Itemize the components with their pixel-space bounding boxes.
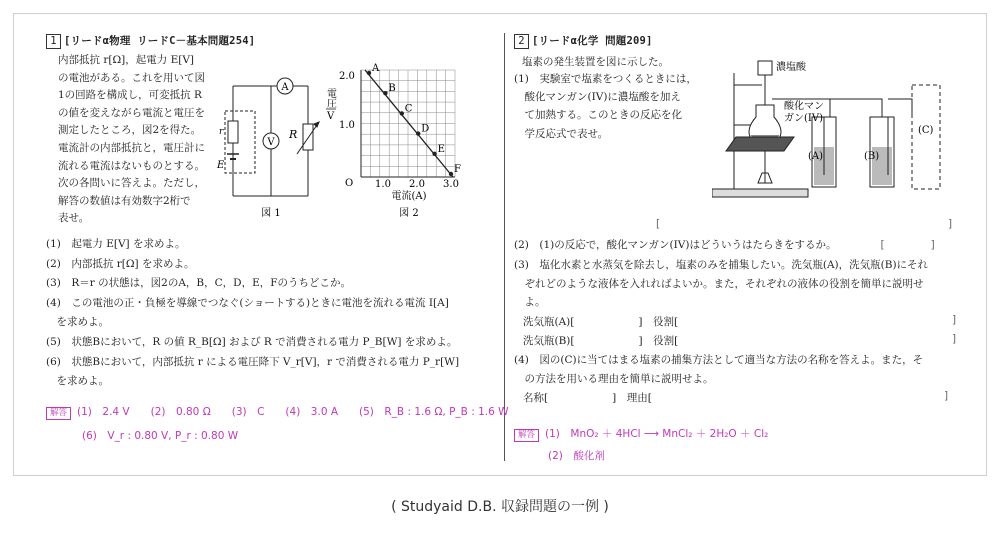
x-tick-label: 2.0 [409, 179, 425, 190]
figure-2-caption: 図 2 [399, 208, 419, 219]
graph-point [416, 131, 420, 135]
graph-point [383, 91, 387, 95]
role-label: ] 役割[ [638, 335, 679, 347]
answer-tag: 解答 [514, 429, 539, 442]
wash-bottle-a-label: (A) [808, 151, 824, 162]
voltmeter-symbol: V [267, 137, 275, 148]
question-line: (2) 内部抵抗 r[Ω] を求めよ。 [46, 257, 195, 270]
reason-label: ] 理由[ [612, 392, 652, 404]
question-line: を求めよ。 [46, 375, 109, 388]
question-line: (1) 起電力 E[V] を求めよ。 [46, 238, 186, 250]
answer-tag: 解答 [46, 407, 71, 420]
problem-2-header [514, 33, 653, 49]
collector-c-label: (C) [918, 125, 934, 136]
graph-point [432, 152, 436, 156]
question-1-line: て加熱する。このときの反応を化 [514, 109, 682, 122]
question-4-line: (4) 図の(C)に当てはまる塩素の捕集方法として適当な方法の名称を答えよ。また，そ [514, 354, 924, 366]
graph-point-label: F [454, 164, 461, 175]
graph-point-label: C [404, 103, 413, 115]
emf-label: E [217, 160, 225, 171]
y-axis-label: 電圧 [325, 88, 336, 108]
ammeter-symbol: A [281, 82, 289, 93]
answer-blank-open: [ [656, 218, 661, 230]
x-tick-label: 1.0 [375, 179, 391, 190]
wash-a-label: 洗気瓶(A)[ [523, 316, 575, 328]
figure-1-caption: 図 1 [261, 208, 281, 219]
y-tick-label: 1.0 [339, 120, 355, 131]
problem-source: [リードα化学 問題209] [532, 35, 653, 47]
figure-2-graph [325, 62, 475, 222]
column-divider [504, 33, 505, 461]
chlorine-apparatus [712, 55, 952, 205]
problem-1-answers-line2: (6) V_r : 0.80 V, P_r : 0.80 W [82, 430, 239, 442]
mno2-label: 酸化マン [784, 101, 824, 112]
problem-2-answer-2: (2) 酸化剤 [548, 450, 605, 462]
intro-line: 内部抵抗 r[Ω]，起電力 E[V] [58, 54, 195, 66]
problem-number: 2 [514, 34, 529, 49]
problem-2-answer-1 [514, 426, 768, 442]
name-reason-row [523, 390, 652, 405]
question-line: (6) 状態Bにおいて，内部抵抗 r による電圧降下 V_r[V]，r で消費される電力 P_r[W] [46, 355, 460, 368]
role-label: ] 役割[ [638, 316, 679, 328]
page-caption: ( Studyaid D.B. 収録問題の一例 ) [391, 499, 609, 515]
name-label: 名称[ [523, 392, 549, 404]
question-line: を求めよ。 [46, 316, 109, 329]
graph-point-label: D [421, 123, 430, 135]
answer-blank-close: ] [948, 218, 953, 230]
intro-line: 解答の数値は有効数字2桁で [58, 194, 191, 207]
question-2-text: (2) (1)の反応で，酸化マンガン(IV)はどういうはたらきをするか。 [514, 239, 837, 251]
question-line: (4) この電池の正・負極を導線でつなぐ(ショートする)ときに電池を流れる電流 I[A] [46, 296, 449, 309]
internal-resistance-label: r [219, 127, 224, 137]
y-axis-unit: V [327, 111, 335, 122]
intro-line: 電流計の内部抵抗と，電圧計に [58, 142, 205, 154]
answers-text: (1) 2.4 V (2) 0.80 Ω (3) C (4) 3.0 A (5) R_B : 1.6 Ω, P_B : 1.6 W [77, 406, 509, 418]
graph-point-label: E [437, 143, 445, 155]
mno2-label-2: ガン(IV) [784, 113, 823, 124]
intro-line: 1の回路を構成し，可変抵抗 R [58, 89, 202, 102]
graph-point-label: A [372, 63, 380, 74]
intro-line: の電池がある。これを用いて図 [58, 71, 205, 84]
figure-1-circuit [213, 76, 323, 226]
question-1-line: 学反応式で表せ。 [514, 127, 609, 140]
answer-1-text: (1) MnO₂ ＋ 4HCl ⟶ MnCl₂ ＋ 2H₂O ＋ Cl₂ [545, 428, 769, 440]
problem-source: [リードα物理 リードC－基本問題254] [64, 35, 256, 47]
graph-point [367, 71, 371, 75]
problem-2-intro: 塩素の発生装置を図に示した。 [522, 56, 669, 68]
x-axis-label: 電流(A) [391, 191, 427, 202]
question-line: (5) 状態Bにおいて，R の値 R_B[Ω] および R で消費される電力 P_B[W] を求めよ。 [46, 336, 458, 348]
graph-point [400, 111, 404, 115]
question-line: (3) R＝r の状態は，図2のA，B，C，D，E，Fのうちどこか。 [46, 277, 352, 290]
question-1-line: 酸化マンガン(IV)に濃塩酸を加え [514, 91, 681, 104]
question-4-line: の方法を用いる理由を簡単に説明せよ。 [514, 372, 714, 385]
intro-line: 表せ。 [58, 212, 90, 225]
problem-1-header [46, 33, 255, 49]
wash-bottle-b-label: (B) [864, 151, 880, 162]
question-3-line: (3) 塩化水素と水蒸気を除去し，塩素のみを捕集したい。洗気瓶(A)，洗気瓶(B)にそれ [514, 259, 929, 271]
wash-b-label: 洗気瓶(B)[ [523, 335, 575, 347]
graph-point-label: B [388, 83, 396, 95]
question-1-line: (1) 実験室で塩素をつくるときには， [514, 73, 697, 85]
variable-resistor-label: R [289, 128, 298, 141]
problem-number: 1 [46, 34, 61, 49]
wash-bottle-b-row [523, 333, 678, 348]
intro-line: 流れる電流はないものとする。 [58, 159, 205, 172]
graph-point [449, 172, 453, 176]
conc-hcl-label: 濃塩酸 [776, 62, 806, 73]
wash-bottle-a-row [523, 314, 678, 329]
y-tick-label: 2.0 [339, 71, 355, 82]
intro-line: 次の各問いに答えよ。ただし， [58, 177, 205, 190]
problem-1-answers-line1 [46, 404, 509, 420]
origin-label: O [345, 178, 354, 189]
x-tick-label: 3.0 [443, 179, 459, 190]
intro-line: 測定したところ，図2を得た。 [58, 124, 202, 137]
question-3-line: よ。 [514, 296, 546, 309]
intro-line: の値を変えながら電流と電圧を [58, 106, 205, 119]
question-3-line: ぞれどのような液体を入れればよいか。また，それぞれの液体の役割を簡単に説明せ [514, 277, 924, 290]
question-2: (2) (1)の反応で，酸化マンガン(IV)はどういうはたらきをするか。 [ ] [514, 239, 935, 251]
